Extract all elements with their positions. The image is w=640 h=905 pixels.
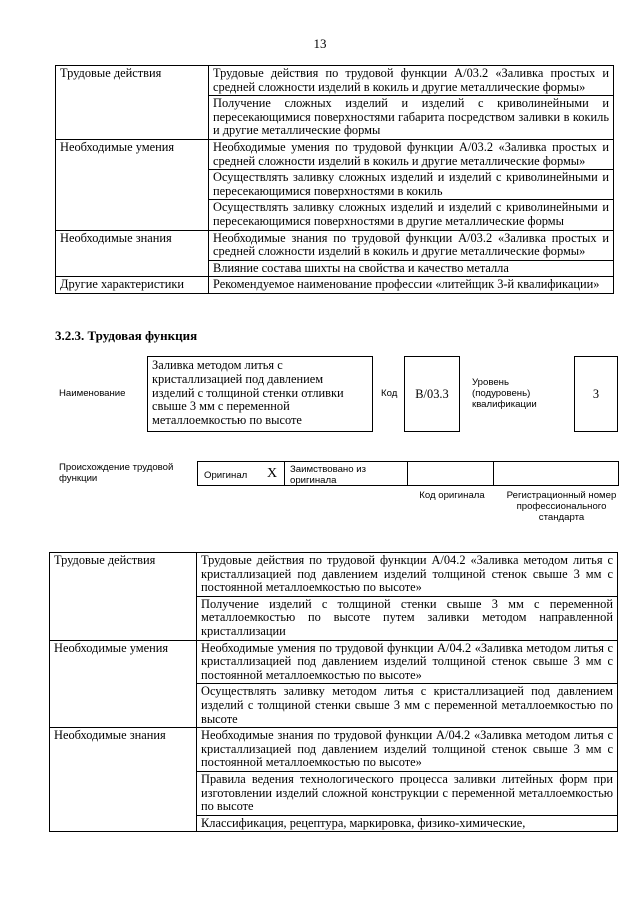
function-code: B/03.3: [415, 386, 449, 401]
original-mark: X: [260, 462, 285, 485]
code-caption: Код оригинала: [419, 490, 485, 501]
row-item: Осуществлять заливку сложных изделий и изделий с криволинейными и пересекающимися поверхностями в другие металлические формы: [209, 200, 614, 230]
labor-function-table-1: [55, 65, 614, 294]
borrowed-label: Заимствовано из оригинала: [285, 462, 408, 485]
row-item: Необходимые умения по трудовой функции A/03.2 «Заливка простых и средней сложности изделий в кокиль и другие металлические формы»: [209, 139, 614, 169]
function-name-box: [147, 356, 373, 432]
table-row: [50, 553, 618, 597]
table-row: [50, 728, 618, 772]
row-item: Правила ведения технологического процесса заливки литейных форм при изготовлении изделий сложной конструкции с переменной металлоемкостью по высоте: [197, 771, 618, 815]
section-title: 3.2.3. Трудовая функция: [55, 328, 198, 343]
row-label: Трудовые действия: [50, 553, 197, 641]
table-row: [56, 230, 614, 260]
code-label: Код: [381, 388, 398, 399]
registration-caption: Регистрационный номер профессионального стандарта: [506, 490, 617, 523]
row-label: Необходимые умения: [56, 139, 209, 230]
qualification-level: 3: [592, 386, 600, 401]
registration-number-cell: [494, 462, 618, 485]
row-item: Необходимые знания по трудовой функции A/04.2 «Заливка методом литья с кристаллизацией под давлением изделий толщиной стенок свыше 3 мм с постоянной металлоемкостью по высоте»: [197, 728, 618, 772]
labor-function-table-2: [49, 552, 618, 832]
row-item: Трудовые действия по трудовой функции A/03.2 «Заливка простых и средней сложности изделий в кокиль и другие металлические формы»: [209, 66, 614, 96]
row-label: Необходимые знания: [50, 728, 197, 832]
function-name: Заливка методом литья с кристаллизацией под давлением изделий с толщиной стенки отливки свыше 3 мм с переменной металлоемкостью по высоте: [152, 358, 344, 428]
origin-label: Происхождение трудовой функции: [59, 462, 174, 484]
table1-body: [56, 66, 614, 294]
row-item: Получение сложных изделий и изделий с криволинейными и пересекающимися поверхностями габарита посредством заливки в кокиль и другие металлические формы: [209, 96, 614, 140]
table-row: [56, 277, 614, 294]
table-row: [56, 66, 614, 96]
page-number: 13: [313, 36, 327, 51]
name-label: Наименование: [59, 388, 126, 399]
row-item: Необходимые умения по трудовой функции A/04.2 «Заливка методом литья с кристаллизацией под давлением изделий толщиной стенок свыше 3 мм с постоянной металлоемкостью по высоте»: [197, 640, 618, 684]
origin-row: [197, 461, 619, 486]
row-label: Необходимые знания: [56, 230, 209, 277]
qualification-level-box: [574, 356, 618, 432]
row-label: Трудовые действия: [56, 66, 209, 140]
row-label: Другие характеристики: [56, 277, 209, 294]
row-item: Трудовые действия по трудовой функции A/04.2 «Заливка методом литья с кристаллизацией под давлением изделий толщиной стенок свыше 3 мм с постоянной металлоемкостью по высоте»: [197, 553, 618, 597]
row-item: Классификация, рецептура, маркировка, физико-химические,: [197, 815, 618, 832]
table2-body: [50, 553, 618, 832]
row-item: Влияние состава шихты на свойства и качество металла: [209, 260, 614, 277]
table-row: [50, 640, 618, 684]
original-label: Оригинал: [204, 470, 248, 481]
table-row: [56, 139, 614, 169]
row-item: Рекомендуемое наименование профессии «литейщик 3-й квалификации»: [209, 277, 614, 294]
row-label: Необходимые умения: [50, 640, 197, 728]
row-item: Необходимые знания по трудовой функции A/03.2 «Заливка простых и средней сложности изделий в кокиль и другие металлические формы»: [209, 230, 614, 260]
row-item: Осуществлять заливку методом литья с кристаллизацией под давлением изделий с толщиной стенки свыше 3 мм с переменной металлоемкостью по высоте: [197, 684, 618, 728]
function-code-box: [404, 356, 460, 432]
row-item: Осуществлять заливку сложных изделий и изделий с криволинейными и пересекающимися поверхностями в кокиль: [209, 170, 614, 200]
row-item: Получение изделий с толщиной стенки свыше 3 мм с переменной металлоемкостью по высоте путем заливки методом направленной кристаллизации: [197, 596, 618, 640]
level-label: Уровень (подуровень) квалификации: [472, 377, 537, 410]
original-code-cell: [408, 462, 494, 485]
